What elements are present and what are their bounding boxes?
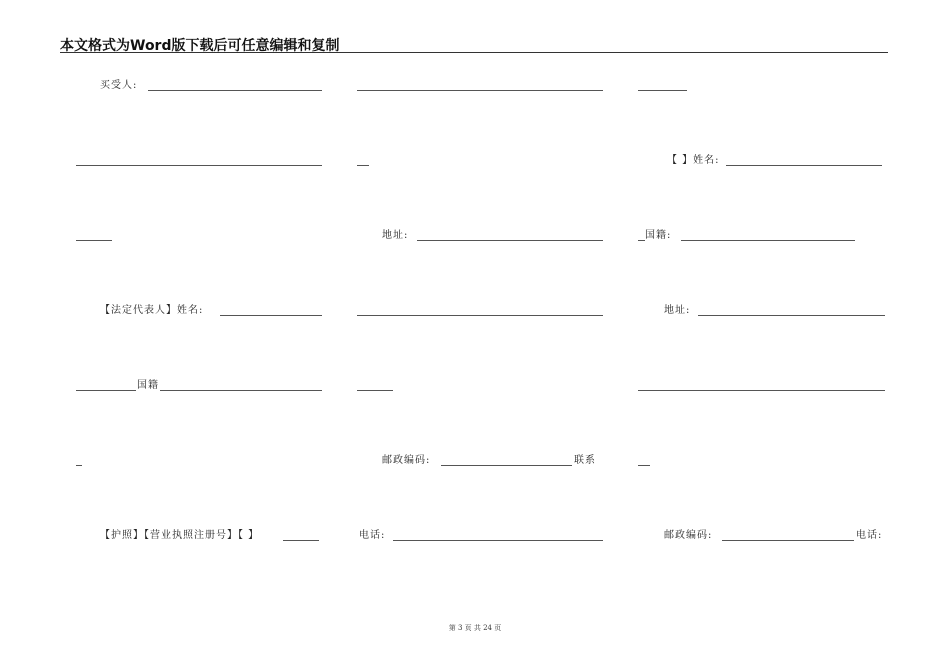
- phone-label: 电话:: [359, 530, 386, 541]
- phone2-label: 电话:: [856, 530, 883, 541]
- nationality2-label: 国籍: [137, 380, 159, 391]
- blank-line[interactable]: [357, 165, 369, 166]
- postal-blank[interactable]: [441, 465, 572, 466]
- blank-line[interactable]: [76, 240, 112, 241]
- postal-contact-label: 邮政编码:: [382, 455, 431, 466]
- address2-label: 地址:: [664, 305, 691, 316]
- contact-suffix: 联系: [574, 455, 596, 466]
- buyer-label: 买受人:: [100, 80, 138, 91]
- document-header-title: 本文格式为Word版下载后可任意编辑和复制: [60, 38, 340, 54]
- legal-rep-label: 【法定代表人】姓名:: [100, 305, 204, 316]
- bracket-name-label: 【 】姓名:: [667, 155, 720, 166]
- legal-rep-blank[interactable]: [220, 315, 322, 316]
- blank-line[interactable]: [638, 90, 687, 91]
- nationality2-blank[interactable]: [160, 390, 322, 391]
- passport-label: 【护照】【营业执照注册号】【 】: [100, 530, 260, 541]
- blank-line[interactable]: [357, 315, 603, 316]
- phone-blank[interactable]: [393, 540, 603, 541]
- blank-line[interactable]: [357, 90, 603, 91]
- postal2-blank[interactable]: [722, 540, 854, 541]
- passport-blank[interactable]: [283, 540, 319, 541]
- page-number: 第 3 页 共 24 页: [448, 624, 502, 632]
- postal2-label: 邮政编码:: [664, 530, 713, 541]
- blank-line[interactable]: [76, 390, 136, 391]
- header-rule: [60, 52, 888, 53]
- nationality-blank[interactable]: [681, 240, 855, 241]
- blank-line[interactable]: [357, 390, 393, 391]
- name-blank[interactable]: [726, 165, 882, 166]
- nationality-label: 国籍:: [645, 230, 672, 241]
- blank-line[interactable]: [638, 390, 885, 391]
- buyer-blank[interactable]: [148, 90, 322, 91]
- address-label: 地址:: [382, 230, 409, 241]
- blank-line[interactable]: [76, 465, 82, 466]
- address2-blank[interactable]: [698, 315, 885, 316]
- address-blank[interactable]: [417, 240, 603, 241]
- blank-line[interactable]: [638, 240, 645, 241]
- blank-line[interactable]: [638, 465, 650, 466]
- blank-line[interactable]: [76, 165, 322, 166]
